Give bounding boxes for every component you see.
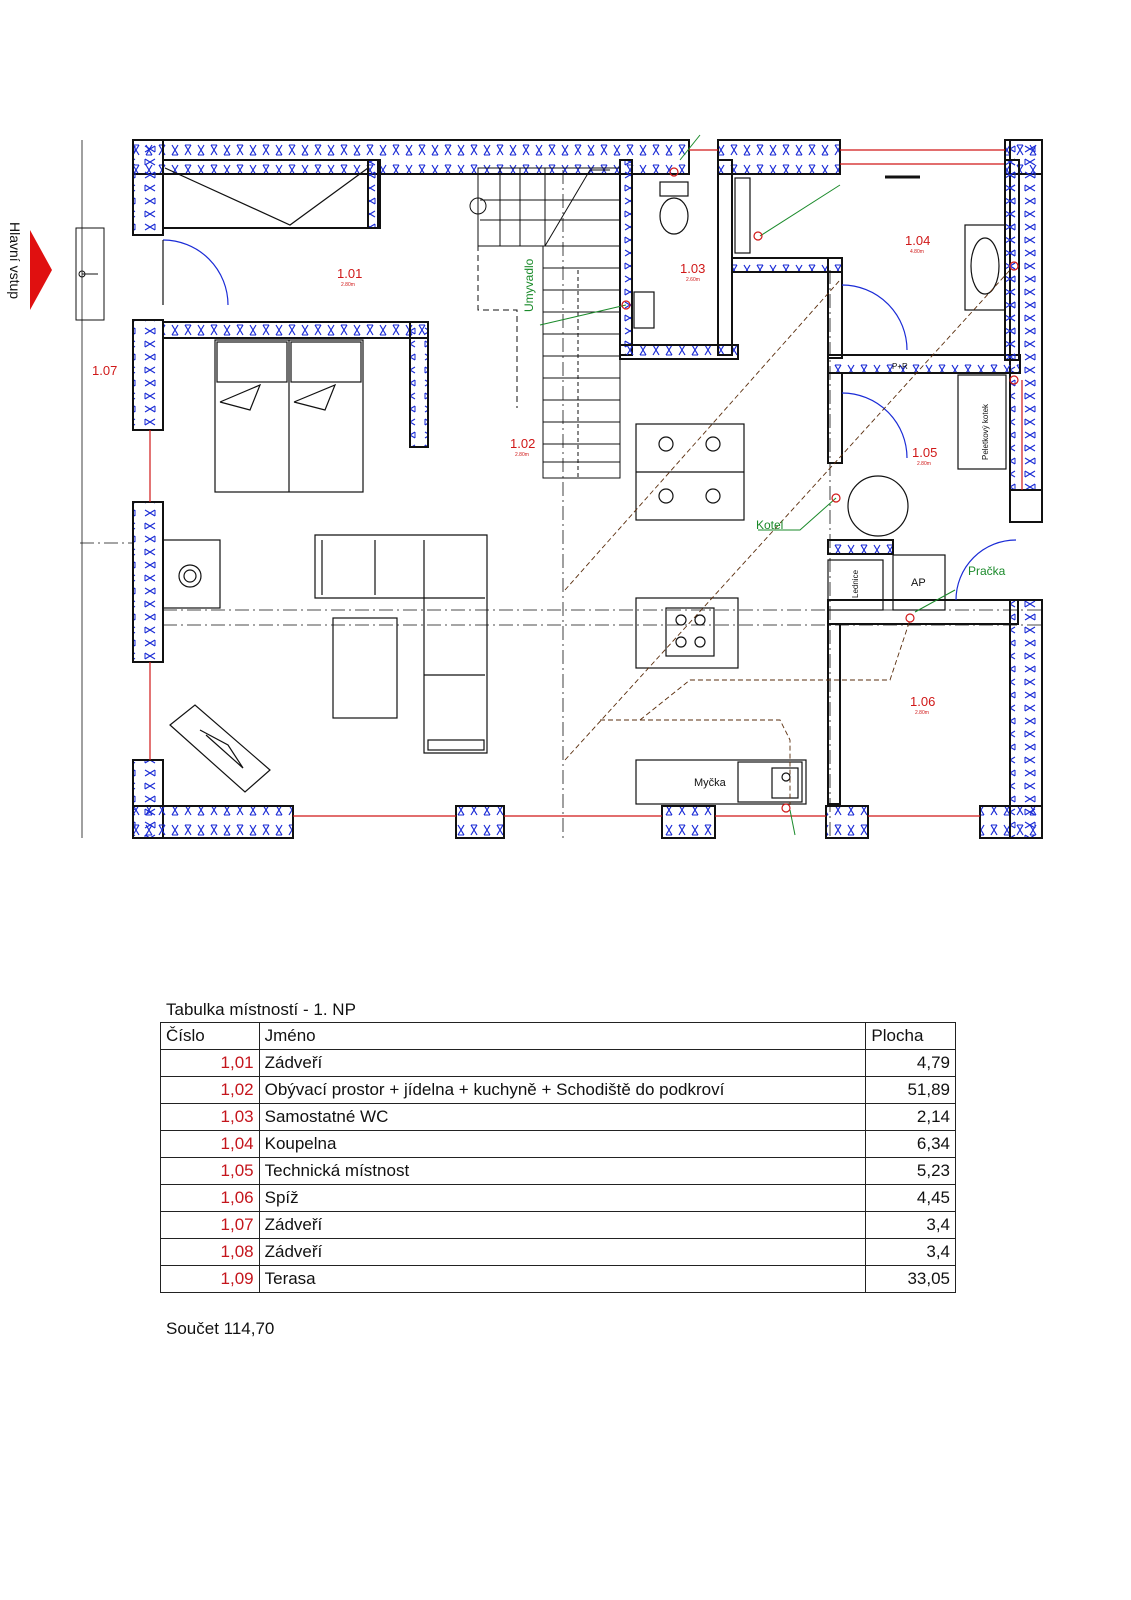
room-number-1-01: 1.01 bbox=[337, 266, 363, 281]
cell-number: 1,07 bbox=[161, 1212, 260, 1239]
cell-area: 5,23 bbox=[866, 1158, 956, 1185]
table-row bbox=[161, 1185, 956, 1212]
cell-number: 1,04 bbox=[161, 1131, 260, 1158]
grid-axes bbox=[80, 170, 1042, 838]
table-row bbox=[161, 1104, 956, 1131]
cell-number: 1,06 bbox=[161, 1185, 260, 1212]
cell-area: 4,45 bbox=[866, 1185, 956, 1212]
room-table bbox=[160, 1022, 956, 1293]
cell-number: 1,08 bbox=[161, 1239, 260, 1266]
cell-name: Samostatné WC bbox=[259, 1104, 866, 1131]
pr-label: P+R bbox=[892, 362, 908, 371]
cell-area: 51,89 bbox=[866, 1077, 956, 1104]
table-row bbox=[161, 1212, 956, 1239]
table-row bbox=[161, 1266, 956, 1293]
fixture-labels bbox=[522, 258, 1006, 789]
cell-name: Technická místnost bbox=[259, 1158, 866, 1185]
table-row bbox=[161, 1239, 956, 1266]
cell-name: Zádveří bbox=[259, 1050, 866, 1077]
room-table-title: Tabulka místností - 1. NP bbox=[166, 1000, 356, 1019]
dishwasher-label: Myčka bbox=[694, 777, 726, 789]
furniture bbox=[163, 168, 1006, 804]
room-height-1-02: 2.80m bbox=[515, 452, 529, 458]
staircase bbox=[470, 168, 620, 478]
room-number-1-02: 1.02 bbox=[510, 436, 536, 451]
room-number-1-06: 1.06 bbox=[910, 694, 936, 709]
cell-name: Obývací prostor + jídelna + kuchyně + Schodiště do podkroví bbox=[259, 1077, 866, 1104]
table-header-row bbox=[161, 1023, 956, 1050]
room-height-1-01: 2.80m bbox=[341, 282, 355, 288]
shelf-label: Lednice bbox=[851, 569, 860, 598]
entrance-marker bbox=[30, 140, 104, 838]
room-table-sum: Součet 114,70 bbox=[166, 1319, 275, 1338]
washbasin-label: Umyvadlo bbox=[522, 258, 536, 312]
cell-name: Terasa bbox=[259, 1266, 866, 1293]
table-row bbox=[161, 1131, 956, 1158]
room-labels bbox=[92, 233, 937, 716]
table-row bbox=[161, 1158, 956, 1185]
cell-area: 2,14 bbox=[866, 1104, 956, 1131]
ap-label: AP bbox=[911, 577, 926, 589]
main-entrance-label: Hlavní vstup bbox=[7, 222, 23, 300]
cell-area: 33,05 bbox=[866, 1266, 956, 1293]
room-height-1-05: 2.80m bbox=[917, 461, 931, 467]
table-row bbox=[161, 1077, 956, 1104]
washer-label: Pračka bbox=[968, 564, 1006, 578]
cell-number: 1,05 bbox=[161, 1158, 260, 1185]
room-height-1-06: 2.80m bbox=[915, 710, 929, 716]
cell-number: 1,03 bbox=[161, 1104, 260, 1131]
table-row bbox=[161, 1050, 956, 1077]
header-number: Číslo bbox=[161, 1023, 260, 1050]
room-number-1-03: 1.03 bbox=[680, 261, 706, 276]
cell-number: 1,02 bbox=[161, 1077, 260, 1104]
cell-name: Zádveří bbox=[259, 1212, 866, 1239]
cell-name: Koupelna bbox=[259, 1131, 866, 1158]
entrance-arrow-icon bbox=[30, 230, 52, 310]
room-height-1-04: 4.80m bbox=[910, 249, 924, 255]
cell-number: 1,09 bbox=[161, 1266, 260, 1293]
room-height-1-03: 2.60m bbox=[686, 277, 700, 283]
room-number-1-05: 1.05 bbox=[912, 445, 938, 460]
cell-name: Zádveří bbox=[259, 1239, 866, 1266]
cell-name: Spíž bbox=[259, 1185, 866, 1212]
cell-area: 6,34 bbox=[866, 1131, 956, 1158]
interior-walls bbox=[163, 160, 1020, 804]
header-area: Plocha bbox=[866, 1023, 956, 1050]
cell-number: 1,01 bbox=[161, 1050, 260, 1077]
cell-area: 4,79 bbox=[866, 1050, 956, 1077]
cell-area: 3,4 bbox=[866, 1212, 956, 1239]
header-name: Jméno bbox=[259, 1023, 866, 1050]
room-number-1-04: 1.04 bbox=[905, 233, 931, 248]
annotation-leaders bbox=[540, 135, 955, 835]
boiler-label: Kotel bbox=[756, 518, 784, 532]
cell-area: 3,4 bbox=[866, 1239, 956, 1266]
pellet-box-label: Peletkový kotek bbox=[981, 403, 990, 460]
room-number-1-07: 1.07 bbox=[92, 363, 118, 378]
